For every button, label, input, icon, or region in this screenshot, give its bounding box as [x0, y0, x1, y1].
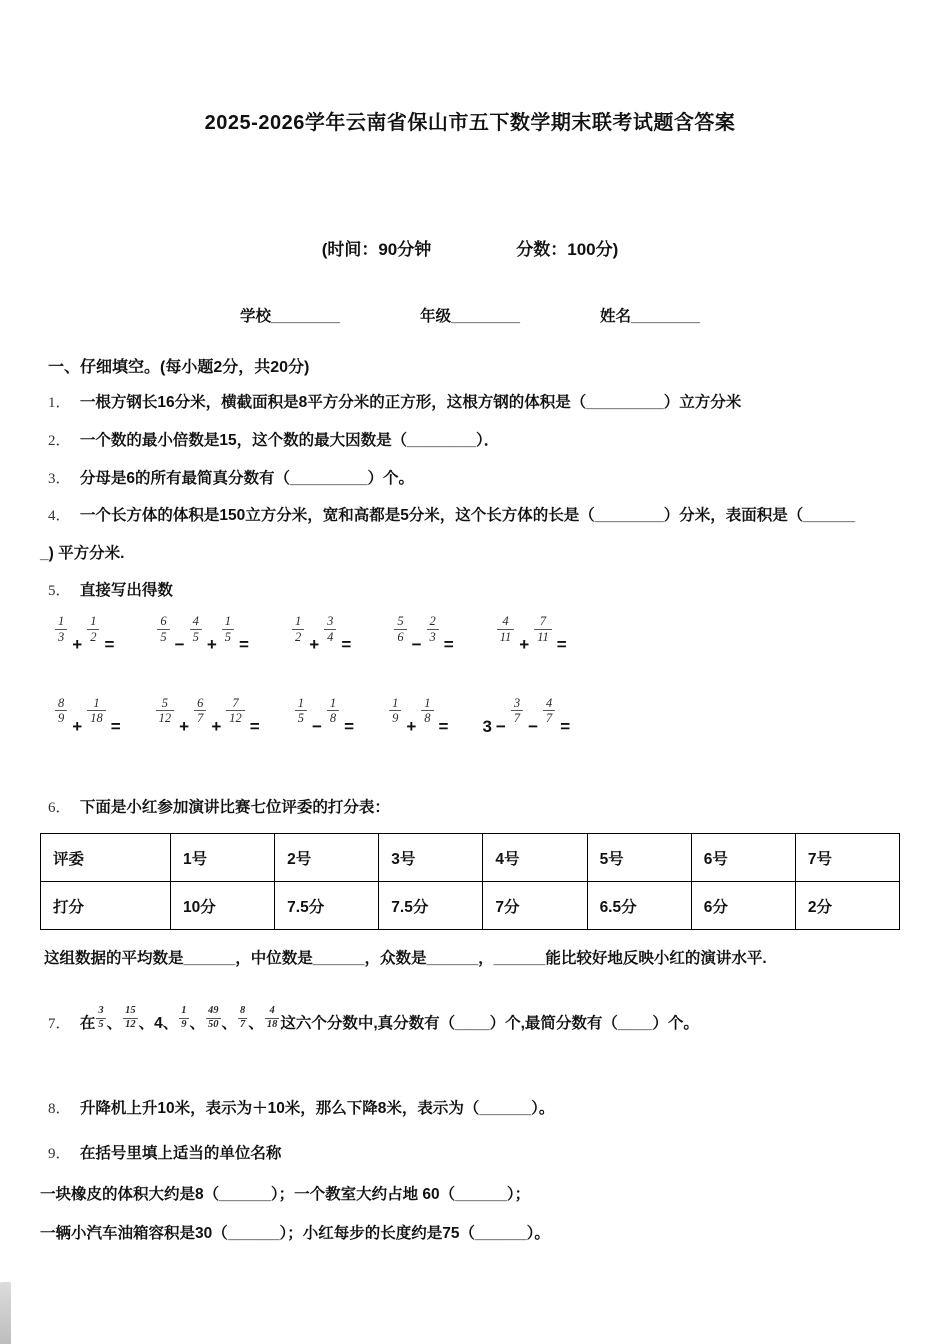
fraction	[179, 1005, 188, 1030]
school-blank: 学校________	[240, 308, 341, 325]
table-cell-judge-label: 评委	[41, 834, 171, 882]
table-cell-score-label: 打分	[41, 882, 171, 930]
table-cell-judge-2: 2号	[275, 834, 379, 882]
fraction-denominator: 18	[87, 710, 106, 725]
table-cell-score-5: 6.5分	[587, 882, 691, 930]
math-expression	[480, 695, 572, 736]
fraction	[534, 614, 552, 644]
fraction-numerator: 4	[269, 1005, 275, 1017]
fraction-numerator: 4	[192, 614, 199, 629]
fraction-denominator: 50	[208, 1018, 219, 1030]
math-symbol: +	[309, 634, 320, 654]
text-run: 、	[221, 1015, 238, 1033]
fraction-denominator: 2	[292, 629, 304, 644]
fraction-numerator: 1	[90, 614, 97, 629]
fraction-denominator: 7	[511, 710, 523, 725]
fraction-denominator: 9	[181, 1018, 187, 1030]
fraction-denominator: 12	[156, 710, 175, 725]
fraction	[427, 614, 439, 644]
text-run: 、	[106, 1015, 123, 1033]
fraction	[96, 1005, 105, 1030]
text-run: 、	[189, 1015, 206, 1033]
fraction	[543, 696, 555, 726]
fraction-denominator: 8	[421, 710, 433, 725]
fraction	[497, 614, 515, 644]
table-cell-score-7: 2分	[795, 882, 899, 930]
question-8-text: 升降机上升10米，表示为＋10米，那么下降8米，表示为（______）。	[79, 1099, 555, 1117]
table-cell-judge-1: 1号	[171, 834, 275, 882]
fraction-denominator: 7	[543, 710, 555, 725]
fraction	[394, 614, 406, 644]
question-2	[40, 430, 900, 453]
fraction-numerator: 7	[232, 695, 239, 710]
math-symbol: +	[206, 634, 217, 654]
question-7-number: 7．	[48, 1016, 71, 1033]
math-expression	[386, 695, 450, 736]
fraction-numerator: 1	[93, 695, 100, 710]
exam-meta-line	[40, 235, 900, 260]
fraction-numerator: 5	[397, 614, 404, 629]
math-symbol: +	[72, 634, 83, 654]
question-5-number: 5．	[48, 583, 71, 600]
fraction-numerator: 5	[161, 695, 168, 710]
question-8-number: 8．	[48, 1100, 71, 1117]
fraction-numerator: 8	[240, 1005, 246, 1017]
question-9-line-2: 一辆小汽车油箱容积是30（______）；小红每步的长度约是75（______）。	[40, 1225, 550, 1243]
fraction	[156, 696, 175, 726]
name-blank: 姓名________	[599, 308, 700, 325]
fraction	[389, 696, 401, 726]
question-4-text: 一个长方体的体积是150立方分米，宽和高都是5分米，这个长方体的长是（________）分米，表面积是（______	[79, 507, 855, 525]
text-run: 这六个分数中,真分数有（____）个,最简分数有（____）个。	[280, 1015, 699, 1033]
fraction-denominator: 2	[87, 629, 99, 644]
math-symbol: =	[438, 716, 449, 736]
fraction-numerator: 6	[160, 614, 167, 629]
statistics-fill-line: 这组数据的平均数是______，中位数是______，众数是______，______能比较好地反映小红的演讲水平.	[44, 950, 767, 968]
fraction-numerator: 2	[429, 614, 436, 629]
table-cell-score-2: 7.5分	[275, 882, 379, 930]
fraction-denominator: 4	[324, 629, 336, 644]
question-6-text: 下面是小红参加演讲比赛七位评委的打分表：	[79, 798, 390, 816]
total-score-label: 分数：100分)	[516, 240, 619, 259]
table-cell-judge-5: 5号	[587, 834, 691, 882]
question-5	[40, 580, 900, 603]
fraction-denominator: 5	[190, 629, 202, 644]
math-symbol: =	[344, 716, 355, 736]
table-cell-judge-7: 7号	[795, 834, 899, 882]
scan-artifact	[0, 1282, 11, 1344]
mental-math-row-1	[40, 614, 900, 654]
question-9-number: 9．	[48, 1145, 71, 1162]
time-limit-label: (时间：90分钟	[321, 240, 432, 259]
fraction-denominator: 7	[240, 1018, 246, 1030]
student-info-line	[40, 304, 900, 326]
text-run: 、	[138, 1015, 155, 1033]
score-table-data-row	[41, 882, 900, 930]
question-9-line-1: 一块橡皮的体积大约是8（______）；一个教室大约占地 60（______）；	[40, 1186, 531, 1204]
question-1-text: 一根方钢长16分米，横截面积是8平方分米的正方形，这根方钢的体积是（_________）立方分米	[79, 394, 742, 411]
math-symbol: +	[179, 716, 190, 736]
fraction-denominator: 9	[389, 710, 401, 725]
fraction-numerator: 4	[546, 695, 553, 710]
fraction-denominator: 9	[55, 710, 67, 725]
score-table-header-row	[41, 834, 900, 882]
fraction	[511, 696, 523, 726]
fraction-numerator: 7	[539, 614, 547, 629]
text-run: 、	[162, 1015, 179, 1033]
fraction	[324, 614, 336, 644]
fraction-numerator: 6	[197, 695, 204, 710]
fraction-denominator: 5	[157, 629, 169, 644]
table-cell-score-3: 7.5分	[379, 882, 483, 930]
fraction-denominator: 7	[194, 710, 206, 725]
fraction-numerator: 1	[294, 614, 302, 629]
fraction	[222, 614, 234, 644]
math-symbol: −	[311, 716, 322, 736]
fraction	[157, 614, 169, 644]
question-3-text: 分母是6的所有最简真分数有（_________）个。	[79, 469, 415, 487]
math-expression	[52, 614, 116, 654]
section-one-heading: 一、仔细填空。(每小题2分，共20分)	[48, 359, 310, 376]
math-expression	[391, 614, 455, 654]
fraction	[421, 696, 433, 726]
math-expression	[154, 614, 251, 654]
math-symbol: =	[249, 716, 260, 736]
math-symbol: +	[72, 716, 83, 736]
question-9	[40, 1143, 900, 1166]
fraction	[87, 696, 106, 726]
mental-math-row-2	[40, 695, 900, 736]
fraction	[327, 696, 339, 726]
fraction-denominator: 12	[125, 1018, 136, 1030]
math-symbol: =	[341, 634, 352, 654]
fraction-numerator: 1	[181, 1005, 187, 1017]
text-run: 、	[248, 1015, 264, 1033]
question-7-fraction-list	[79, 1005, 699, 1035]
question-3-number: 3．	[48, 470, 71, 487]
fraction-denominator: 8	[327, 710, 339, 725]
question-2-text: 一个数的最小倍数是15，这个数的最大因数是（________）．	[79, 431, 500, 449]
fraction-denominator: 5	[295, 710, 307, 725]
fraction-numerator: 1	[392, 695, 399, 710]
math-symbol: =	[443, 634, 454, 654]
fraction	[123, 1005, 138, 1030]
math-symbol: =	[239, 634, 249, 654]
math-symbol: −	[495, 716, 506, 736]
question-3	[40, 468, 900, 491]
fraction-denominator: 5	[222, 629, 234, 644]
table-cell-judge-3: 3号	[379, 834, 483, 882]
question-6	[40, 797, 900, 820]
question-6-number: 6．	[48, 799, 71, 816]
fraction-denominator: 11	[534, 629, 552, 644]
fraction	[226, 696, 245, 726]
math-symbol: =	[110, 716, 121, 736]
table-cell-score-4: 7分	[483, 882, 587, 930]
fraction-denominator: 3	[55, 629, 67, 644]
math-symbol: =	[556, 634, 567, 654]
math-symbol: =	[560, 716, 571, 736]
math-expression	[292, 695, 356, 736]
fraction	[206, 1005, 221, 1030]
fraction	[194, 696, 206, 726]
table-cell-score-1: 10分	[171, 882, 275, 930]
text-run: 在	[79, 1015, 96, 1033]
fraction	[238, 1005, 247, 1030]
fraction	[295, 696, 307, 726]
fraction-denominator: 12	[226, 710, 245, 725]
table-cell-judge-6: 6号	[691, 834, 795, 882]
math-symbol: −	[528, 716, 539, 736]
math-expression	[52, 695, 123, 736]
question-4	[40, 505, 900, 528]
question-2-number: 2．	[48, 432, 71, 449]
math-symbol: −	[411, 634, 422, 654]
fraction-numerator: 3	[327, 614, 334, 629]
fraction-denominator: 11	[497, 629, 515, 644]
fraction-numerator: 3	[513, 695, 521, 710]
fraction-numerator: 1	[58, 614, 65, 629]
table-cell-judge-4: 4号	[483, 834, 587, 882]
fraction-numerator: 15	[125, 1005, 136, 1017]
math-expression	[153, 695, 262, 736]
fraction	[265, 1005, 280, 1030]
fraction	[55, 696, 67, 726]
text-run: 4	[154, 1015, 163, 1033]
fraction-denominator: 5	[98, 1018, 104, 1030]
table-cell-score-6: 6分	[691, 882, 795, 930]
fraction-numerator: 49	[208, 1005, 219, 1017]
fraction-numerator: 1	[424, 695, 431, 710]
fraction-denominator: 3	[427, 629, 439, 644]
page-title: 2025-2026学年云南省保山市五下数学期末联考试题含答案	[204, 112, 736, 134]
question-1	[40, 392, 900, 415]
fraction-numerator: 4	[502, 614, 509, 629]
fraction	[292, 614, 304, 644]
question-5-text: 直接写出得数	[79, 582, 173, 600]
fraction-numerator: 1	[297, 695, 304, 710]
math-symbol: +	[406, 716, 417, 736]
fraction	[87, 614, 99, 644]
question-4-continuation-text: _) 平方分米.	[40, 545, 125, 562]
fraction-denominator: 6	[394, 629, 406, 644]
grade-blank: 年级________	[420, 308, 520, 325]
question-4-number: 4．	[48, 508, 71, 525]
fraction-numerator: 8	[58, 695, 65, 710]
question-9-text: 在括号里填上适当的单位名称	[79, 1144, 282, 1162]
math-expression	[494, 614, 569, 654]
math-expression	[289, 614, 353, 654]
fraction	[190, 614, 202, 644]
fraction-denominator: 18	[266, 1018, 278, 1030]
question-7	[40, 1005, 900, 1035]
question-8	[40, 1098, 900, 1121]
math-symbol: +	[519, 634, 530, 654]
question-1-number: 1．	[48, 395, 71, 411]
fraction-numerator: 3	[98, 1005, 104, 1017]
math-symbol: −	[174, 634, 185, 654]
judges-score-table	[40, 833, 900, 930]
math-symbol: 3	[482, 716, 492, 736]
math-symbol: =	[104, 634, 115, 654]
fraction	[55, 614, 67, 644]
fraction-numerator: 1	[224, 614, 231, 629]
fraction-numerator: 1	[329, 695, 337, 710]
question-4-continuation	[40, 543, 900, 565]
math-symbol: +	[211, 716, 222, 736]
